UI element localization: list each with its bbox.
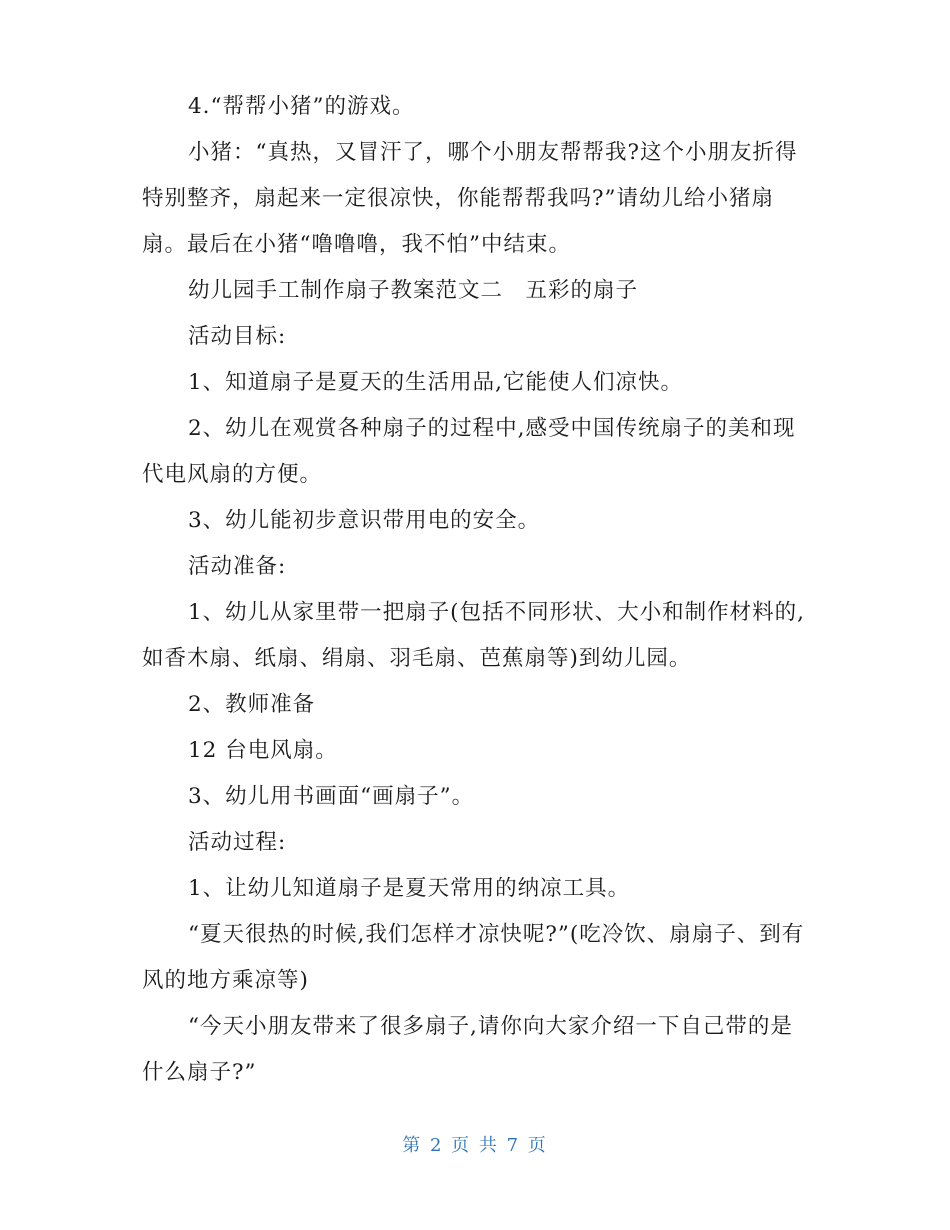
process-quote-1: “夏天很热的时候,我们怎样才凉快呢?”(吃冷饮、扇扇子、到有风的地方乘凉等) <box>142 922 805 993</box>
goal-item-3: 3、幼儿能初步意识带用电的安全。 <box>188 508 541 533</box>
preparation-item-3: 3、幼儿用书画面“画扇子”。 <box>188 784 475 809</box>
preparation-item-2: 2、教师准备 <box>188 692 316 717</box>
heading-activity-process: 活动过程: <box>188 830 287 855</box>
page-number-footer: 第 2 页 共 7 页 <box>402 1135 548 1156</box>
goal-item-1: 1、知道扇子是夏天的生活用品,它能使人们凉快。 <box>188 370 684 395</box>
document-body <box>142 84 808 1096</box>
section-heading-example-two: 幼儿园手工制作扇子教案范文二 五彩的扇子 <box>188 278 639 303</box>
process-quote-2: “今天小朋友带来了很多扇子,请你向大家介绍一下自己带的是什么扇子?” <box>142 1014 793 1085</box>
paragraph-game-title: 4.“帮帮小猪”的游戏。 <box>188 94 415 119</box>
preparation-item-1: 1、幼儿从家里带一把扇子(包括不同形状、大小和制作材料的,如香木扇、纸扇、绢扇、羽毛扇、芭蕉扇等)到幼儿园。 <box>142 600 805 671</box>
paragraph-pig-dialogue: 小猪：“真热，又冒汗了，哪个小朋友帮帮我?这个小朋友折得特别整齐，扇起来一定很凉快，你能帮帮我吗?”请幼儿给小猪扇扇。最后在小猪“噜噜噜，我不怕”中结束。 <box>142 140 798 257</box>
goal-item-2: 2、幼儿在观赏各种扇子的过程中,感受中国传统扇子的美和现代电风扇的方便。 <box>142 416 796 487</box>
heading-activity-preparation: 活动准备: <box>188 554 287 579</box>
heading-activity-goals: 活动目标: <box>188 324 287 349</box>
process-item-1: 1、让幼儿知道扇子是夏天常用的纳凉工具。 <box>188 876 631 901</box>
preparation-item-2-detail: 12 台电风扇。 <box>188 738 338 763</box>
